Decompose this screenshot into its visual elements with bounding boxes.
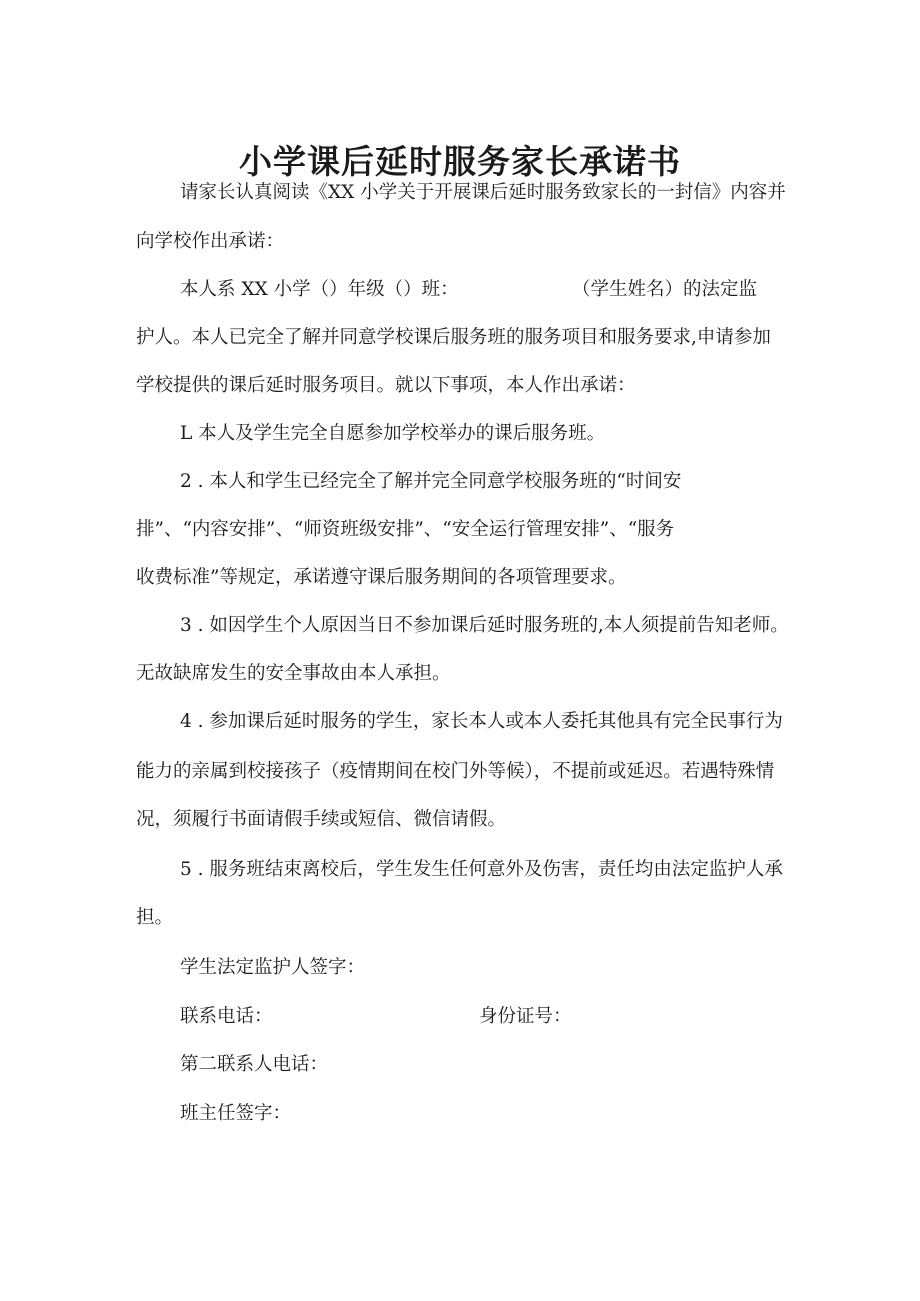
item-2-line-3: 收费标准”等规定，承诺遵守课后服务期间的各项管理要求。 <box>136 567 627 588</box>
item-2-line-1: 2 . 本人和学生已经完全了解并完全同意学校服务班的“时间安 <box>180 471 682 492</box>
item-2-line-2: 排”、“内容安排”、“师资班级安排”、“安全运行管理安排”、“服务 <box>136 519 675 540</box>
statement-line-1a: 本人系 XX 小学（）年级（）班： <box>180 279 459 300</box>
teacher-signature-label: 班主任签字： <box>180 1103 292 1124</box>
id-number-label: 身份证号： <box>479 1006 572 1027</box>
item-4-line-3: 况，须履行书面请假手续或短信、微信请假。 <box>136 809 507 830</box>
statement-line-3: 学校提供的课后延时服务项目。就以下事项，本人作出承诺： <box>136 375 636 396</box>
item-4-line-2: 能力的亲属到校接孩子（疫情期间在校门外等候），不提前或延迟。若遇特殊情 <box>136 761 775 782</box>
item-4-line-1: 4 . 参加课后延时服务的学生，家长本人或本人委托其他具有完全民事行为 <box>180 711 783 732</box>
statement-line-2: 护人。本人已完全了解并同意学校课后服务班的服务项目和服务要求,申请参加 <box>136 327 771 348</box>
item-5-line-1: 5 . 服务班结束离校后，学生发生任何意外及伤害，责任均由法定监护人承 <box>180 859 783 880</box>
item-1-line-1: L 本人及学生完全自愿参加学校举办的课后服务班。 <box>180 423 606 444</box>
second-contact-phone-label: 第二联系人电话： <box>180 1054 329 1075</box>
item-3-line-1: 3 . 如因学生个人原因当日不参加课后延时服务班的,本人须提前告知老师。 <box>180 615 789 636</box>
item-3-line-2: 无故缺席发生的安全事故由本人承担。 <box>136 663 451 684</box>
statement-line-1b: （学生姓名）的法定监 <box>572 279 758 300</box>
item-5-line-2: 担。 <box>136 907 174 928</box>
guardian-signature-label: 学生法定监护人签字： <box>180 957 366 978</box>
contact-phone-label: 联系电话： <box>180 1006 273 1027</box>
intro-line-1: 请家长认真阅读《XX 小学关于开展课后延时服务致家长的一封信》内容并 <box>180 182 786 203</box>
document-title: 小学课后延时服务家长承诺书 <box>239 142 681 182</box>
intro-line-2: 向学校作出承诺： <box>136 231 285 252</box>
